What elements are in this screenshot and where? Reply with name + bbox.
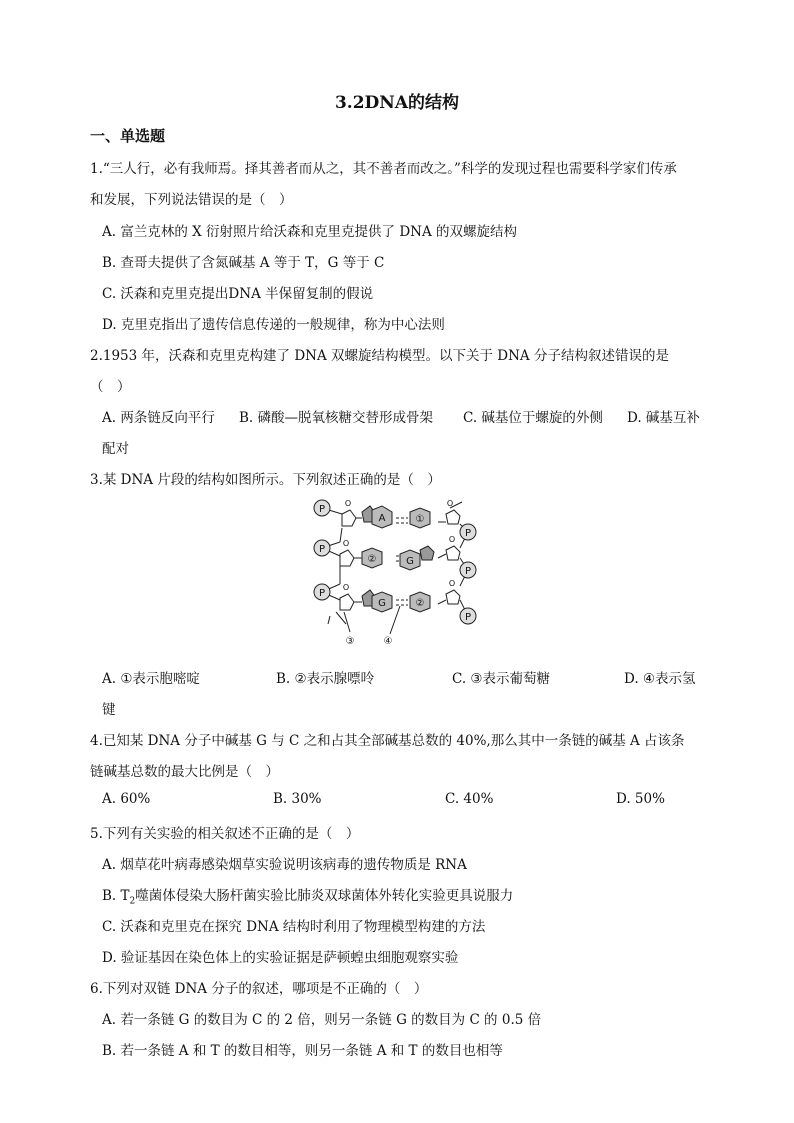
q5-option-c: C. 沃森和克里克在探究 DNA 结构时利用了物理模型构建的方法 bbox=[102, 919, 486, 935]
q6-stem: 6.下列对双链 DNA 分子的叙述，哪项是不正确的（ ） bbox=[90, 981, 428, 997]
q5-option-d: D. 验证基因在染色体上的实验证据是萨顿蝗虫细胞观察实验 bbox=[102, 950, 459, 966]
q6-option-a: A. 若一条链 G 的数目为 C 的 2 倍，则另一条链 G 的数目为 C 的 0.5 倍 bbox=[102, 1012, 542, 1028]
q4-stem-line1: 4.已知某 DNA 分子中碱基 G 与 C 之和占其全部碱基总数的 40%,那么其中一条链的碱基 A 占该条 bbox=[90, 733, 685, 749]
q2-option-a: A. 两条链反向平行 bbox=[102, 410, 215, 426]
q5-stem: 5.下列有关实验的相关叙述不正确的是（ ） bbox=[90, 826, 360, 842]
sugar-o-label: O bbox=[448, 579, 456, 588]
base-label-2-left: ② bbox=[367, 554, 377, 565]
q3-option-a: A. ①表示胞嘧啶 bbox=[102, 671, 200, 687]
q2-option-d: D. 碱基互补 bbox=[627, 410, 700, 426]
base-label-g-left: G bbox=[378, 598, 386, 609]
q3-stem: 3.某 DNA 片段的结构如图所示。下列叙述正确的是（ ） bbox=[90, 472, 441, 488]
q5-option-b: B. $T_2$噬菌体侵染大肠杆菌实验比肺炎双球菌体外转化实验更具说服力 bbox=[102, 888, 514, 907]
q3-option-b: B. ②表示腺嘌呤 bbox=[276, 671, 375, 687]
q1-stem-line1: 1.“三人行，必有我师焉。择其善者而从之，其不善者而改之。”科学的发现过程也需要科学家们传承 bbox=[90, 161, 677, 177]
q2-option-c: C. 碱基位于螺旋的外侧 bbox=[463, 410, 603, 426]
q1-stem-line2: 和发展，下列说法错误的是（ ） bbox=[90, 192, 293, 208]
q4-option-d: D. 50% bbox=[616, 791, 665, 807]
sugar-o-label: O bbox=[446, 499, 454, 508]
q1-option-a: A. 富兰克林的 X 衍射照片给沃森和克里克提供了 DNA 的双螺旋结构 bbox=[102, 224, 517, 240]
phosphate-label-r3: P bbox=[464, 612, 472, 623]
base-label-1: ① bbox=[415, 514, 425, 525]
q2-option-b: B. 磷酸—脱氧核糖交替形成骨架 bbox=[239, 410, 434, 426]
sugar-o-label: O bbox=[448, 535, 456, 544]
q4-option-a: A. 60% bbox=[102, 791, 151, 807]
sugar-o-label: O bbox=[344, 499, 352, 508]
q1-option-c: C. 沃森和克里克提出DNA 半保留复制的假说 bbox=[102, 286, 374, 302]
pointer-label-3: ③ bbox=[345, 636, 355, 647]
q3-option-d-wrap: 键 bbox=[102, 702, 116, 718]
q6-option-b: B. 若一条链 A 和 T 的数目相等，则另一条链 A 和 T 的数目也相等 bbox=[102, 1043, 503, 1059]
phosphate-label-l3: P bbox=[318, 588, 326, 599]
phosphate-label-l2: P bbox=[318, 544, 326, 555]
q2-option-d-wrap: 配对 bbox=[102, 441, 129, 457]
q2-stem-line2: （ ） bbox=[90, 379, 131, 395]
page-title: 3.2DNA的结构 bbox=[334, 93, 460, 113]
dna-structure-figure bbox=[300, 494, 500, 654]
q5-option-a: A. 烟草花叶病毒感染烟草实验说明该病毒的遗传物质是 RNA bbox=[102, 857, 467, 873]
sugar-o-label: O bbox=[342, 583, 350, 592]
phosphate-label-r1: P bbox=[464, 528, 472, 539]
pointer-label-4: ④ bbox=[383, 636, 393, 647]
q3-option-c: C. ③表示葡萄糖 bbox=[452, 671, 551, 687]
section-heading: 一、单选题 bbox=[90, 127, 166, 145]
q1-option-d: D. 克里克指出了遗传信息传递的一般规律，称为中心法则 bbox=[102, 317, 445, 333]
base-label-g-right: G bbox=[406, 556, 414, 567]
base-label-a: A bbox=[378, 513, 386, 524]
q1-option-b: B. 查哥夫提供了含氮碱基 A 等于 T，G 等于 C bbox=[102, 255, 385, 271]
q2-stem-line1: 2.1953 年，沃森和克里克构建了 DNA 双螺旋结构模型。以下关于 DNA 分子结构叙述错误的是 bbox=[90, 348, 669, 364]
q3-option-d: D. ④表示氢 bbox=[624, 671, 696, 687]
q4-stem-line2: 链碱基总数的最大比例是（ ） bbox=[90, 764, 279, 780]
phosphate-label-l1: P bbox=[318, 504, 326, 515]
base-label-2-right: ② bbox=[415, 598, 425, 609]
q4-option-b: B. 30% bbox=[273, 791, 322, 807]
q4-option-c: C. 40% bbox=[445, 791, 494, 807]
phosphate-label-r2: P bbox=[464, 566, 472, 577]
sugar-o-label: O bbox=[342, 539, 350, 548]
